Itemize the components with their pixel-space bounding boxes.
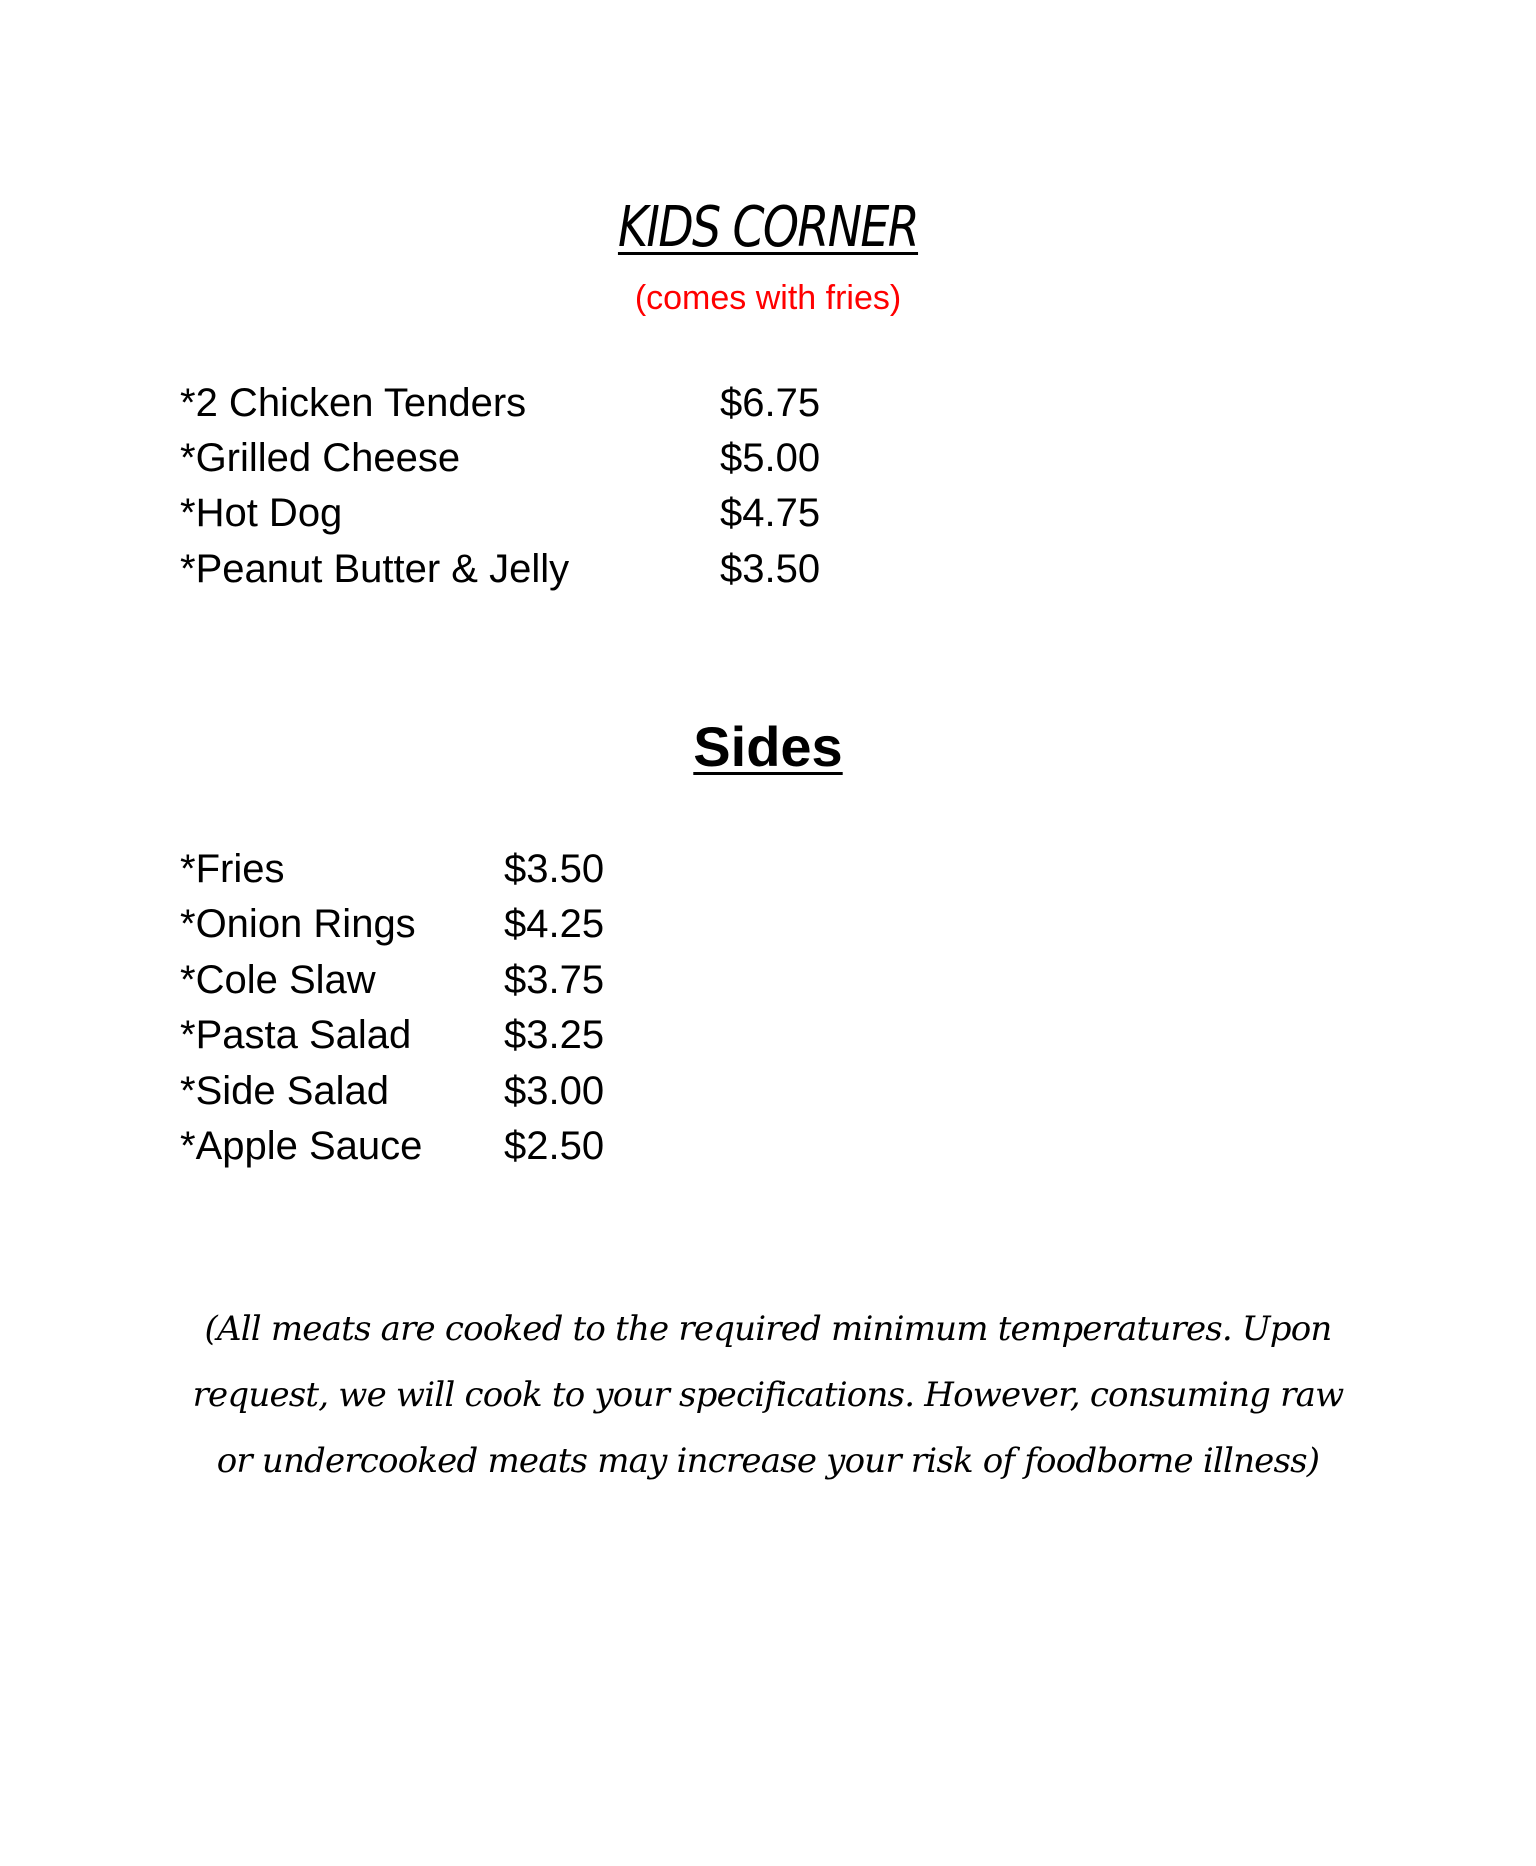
sides-item-price: $3.25 [504,1013,605,1057]
kids-item-price: $3.50 [720,547,821,591]
kids-item-name: *2 Chicken Tenders [180,381,527,425]
sides-item-price: $2.50 [504,1124,605,1168]
sides-item-name: *Cole Slaw [180,958,376,1002]
sides-item-name: *Side Salad [180,1069,390,1113]
kids-item-price: $4.75 [720,491,821,535]
sides-item-name: *Pasta Salad [180,1013,412,1057]
sides-item-price: $4.25 [504,902,605,946]
sides-item-name: *Apple Sauce [180,1124,423,1168]
sides-title: Sides [693,715,843,778]
sides-item-name: *Onion Rings [180,902,416,946]
sides-item-price: $3.00 [504,1069,605,1113]
kids-item-name: *Grilled Cheese [180,436,461,480]
sides-item-price: $3.75 [504,958,605,1002]
kids-item-name: *Peanut Butter & Jelly [180,547,570,591]
food-safety-disclaimer: (All meats are cooked to the required minimum temperatures. Upon request, we will cook to your specifications. However, consuming raw or undercooked meats may increase your risk of foodborne illness) [192,1309,1344,1481]
kids-corner-subtitle: (comes with fries) [634,279,902,317]
kids-item-price: $6.75 [720,381,821,425]
sides-item-price: $3.50 [504,847,605,891]
kids-item-name: *Hot Dog [180,491,343,535]
sides-item-name: *Fries [180,847,285,891]
kids-corner-title: KIDS CORNER [617,195,919,260]
kids-item-price: $5.00 [720,436,821,480]
